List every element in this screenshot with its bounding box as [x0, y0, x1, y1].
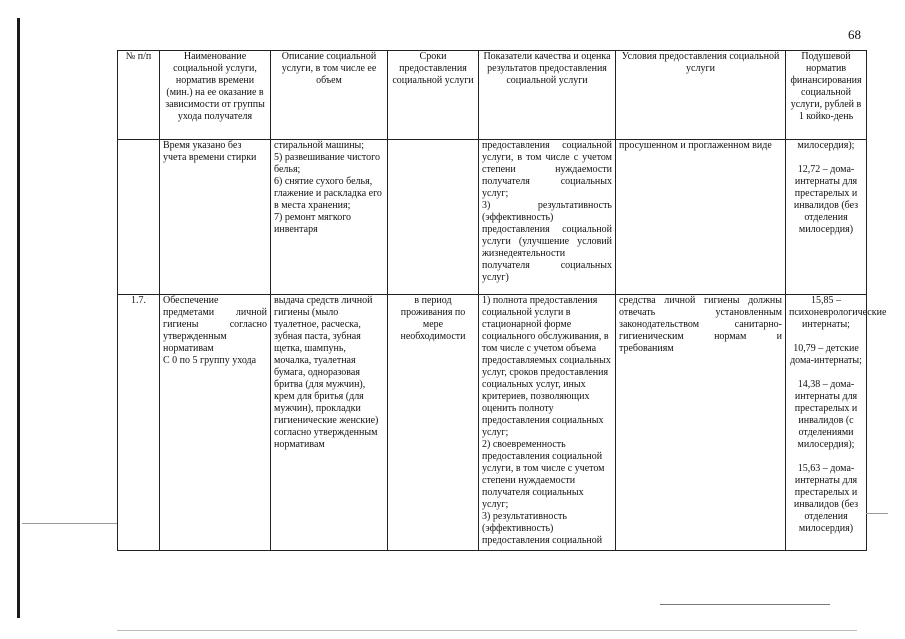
table-header-row: [118, 51, 867, 140]
financing-line: 14,38 – дома-интернаты для престарелых и инвалидов (с отделениями милосердия);: [794, 379, 858, 450]
financing-line: 15,63 – дома-интернаты для престарелых и инвалидов (без отделения милосердия): [793, 463, 859, 534]
service-conditions: просушенном и проглаженном виде: [616, 140, 786, 295]
table-row: [118, 295, 867, 551]
table-row: [118, 140, 867, 295]
quality-line: 1) полнота предоставления социальной услуги в стационарной форме социального обслуживания, в том числе с учетом объема предоставляемых социальных услуг, сроков предоставления социальных услуг, иных критериев, позволяющих оценить полноту предоставления социальных услуг;: [482, 295, 611, 438]
financing-line: 10,79 – детские дома-интернаты;: [790, 343, 862, 366]
row-number: 1.7.: [118, 295, 160, 551]
financing-norm: [786, 140, 867, 295]
service-name-line: Обеспечение предметами личной гигиены согласно утвержденным нормативам: [163, 295, 267, 354]
quality-line: 3) результативность (эффективность) предоставления социальной услуги (улучшение условий жизнедеятельности получателя социальных услуг): [482, 200, 612, 283]
scan-artifact-line: [117, 630, 857, 631]
quality-indicators: [479, 140, 616, 295]
service-name: Время указано без учета времени стирки: [160, 140, 271, 295]
header-quality: Показатели качества и оценка результатов предоставления социальной услуги: [479, 51, 616, 140]
service-name: [160, 295, 271, 551]
page-number: 68: [848, 27, 861, 42]
row-number: [118, 140, 160, 295]
service-conditions: средства личной гигиены должны отвечать установленным законодательством санитарно-гигиеническим нормам и требованиям: [616, 295, 786, 551]
header-terms: Сроки предоставления социальной услуги: [388, 51, 479, 140]
header-description: Описание социальной услуги, в том числе ее объем: [271, 51, 388, 140]
service-terms: [388, 140, 479, 295]
service-description: выдача средств личной гигиены (мыло туалетное, расческа, зубная паста, зубная щетка, шампунь, мочалка, туалетная бумага, одноразовая бритва (для мужчин), крем для бритья (для мужчин), прокладки гигиенические женские) согласно утвержденным нормативам: [271, 295, 388, 551]
financing-line: 15,85 – психоневрологические интернаты;: [789, 295, 887, 330]
header-conditions: Условия предоставления социальной услуги: [616, 51, 786, 140]
quality-indicators: [479, 295, 616, 551]
quality-line: предоставления социальной услуги, в том числе с учетом степени нуждаемости получателя социальных услуг;: [482, 140, 612, 199]
financing-line: милосердия);: [797, 140, 855, 151]
description-line: 6) снятие сухого белья, глажение и раскладка его в места хранения;: [274, 176, 382, 211]
description-line: стиральной машины;: [274, 140, 365, 151]
financing-norm: [786, 295, 887, 551]
services-table: [117, 50, 887, 551]
scan-artifact-line: [22, 523, 117, 524]
financing-line: 12,72 – дома-интернаты для престарелых и инвалидов (без отделения милосердия): [793, 164, 859, 235]
scan-artifact-line: [660, 604, 830, 605]
scan-artifact-line: [866, 513, 888, 514]
binding-edge: [17, 18, 20, 618]
header-financing: Подушевой норматив финансирования социальной услуги, рублей в 1 койко-день: [786, 51, 867, 140]
quality-line: 3) результативность (эффективность) предоставления социальной: [482, 511, 603, 546]
header-service-name: Наименование социальной услуги, норматив времени (мин.) на ее оказание в зависимости от группы ухода получателя: [160, 51, 271, 140]
service-terms: в период проживания по мере необходимости: [388, 295, 479, 551]
service-description: [271, 140, 388, 295]
quality-line: 2) своевременность предоставления социальной услуги, в том числе с учетом степени нуждаемости получателя социальных услуг;: [482, 439, 605, 510]
header-number: № п/п: [118, 51, 160, 140]
description-line: 7) ремонт мягкого инвентаря: [274, 212, 352, 235]
description-line: 5) развешивание чистого белья;: [274, 152, 380, 175]
care-group-line: С 0 по 5 группу ухода: [163, 355, 257, 366]
